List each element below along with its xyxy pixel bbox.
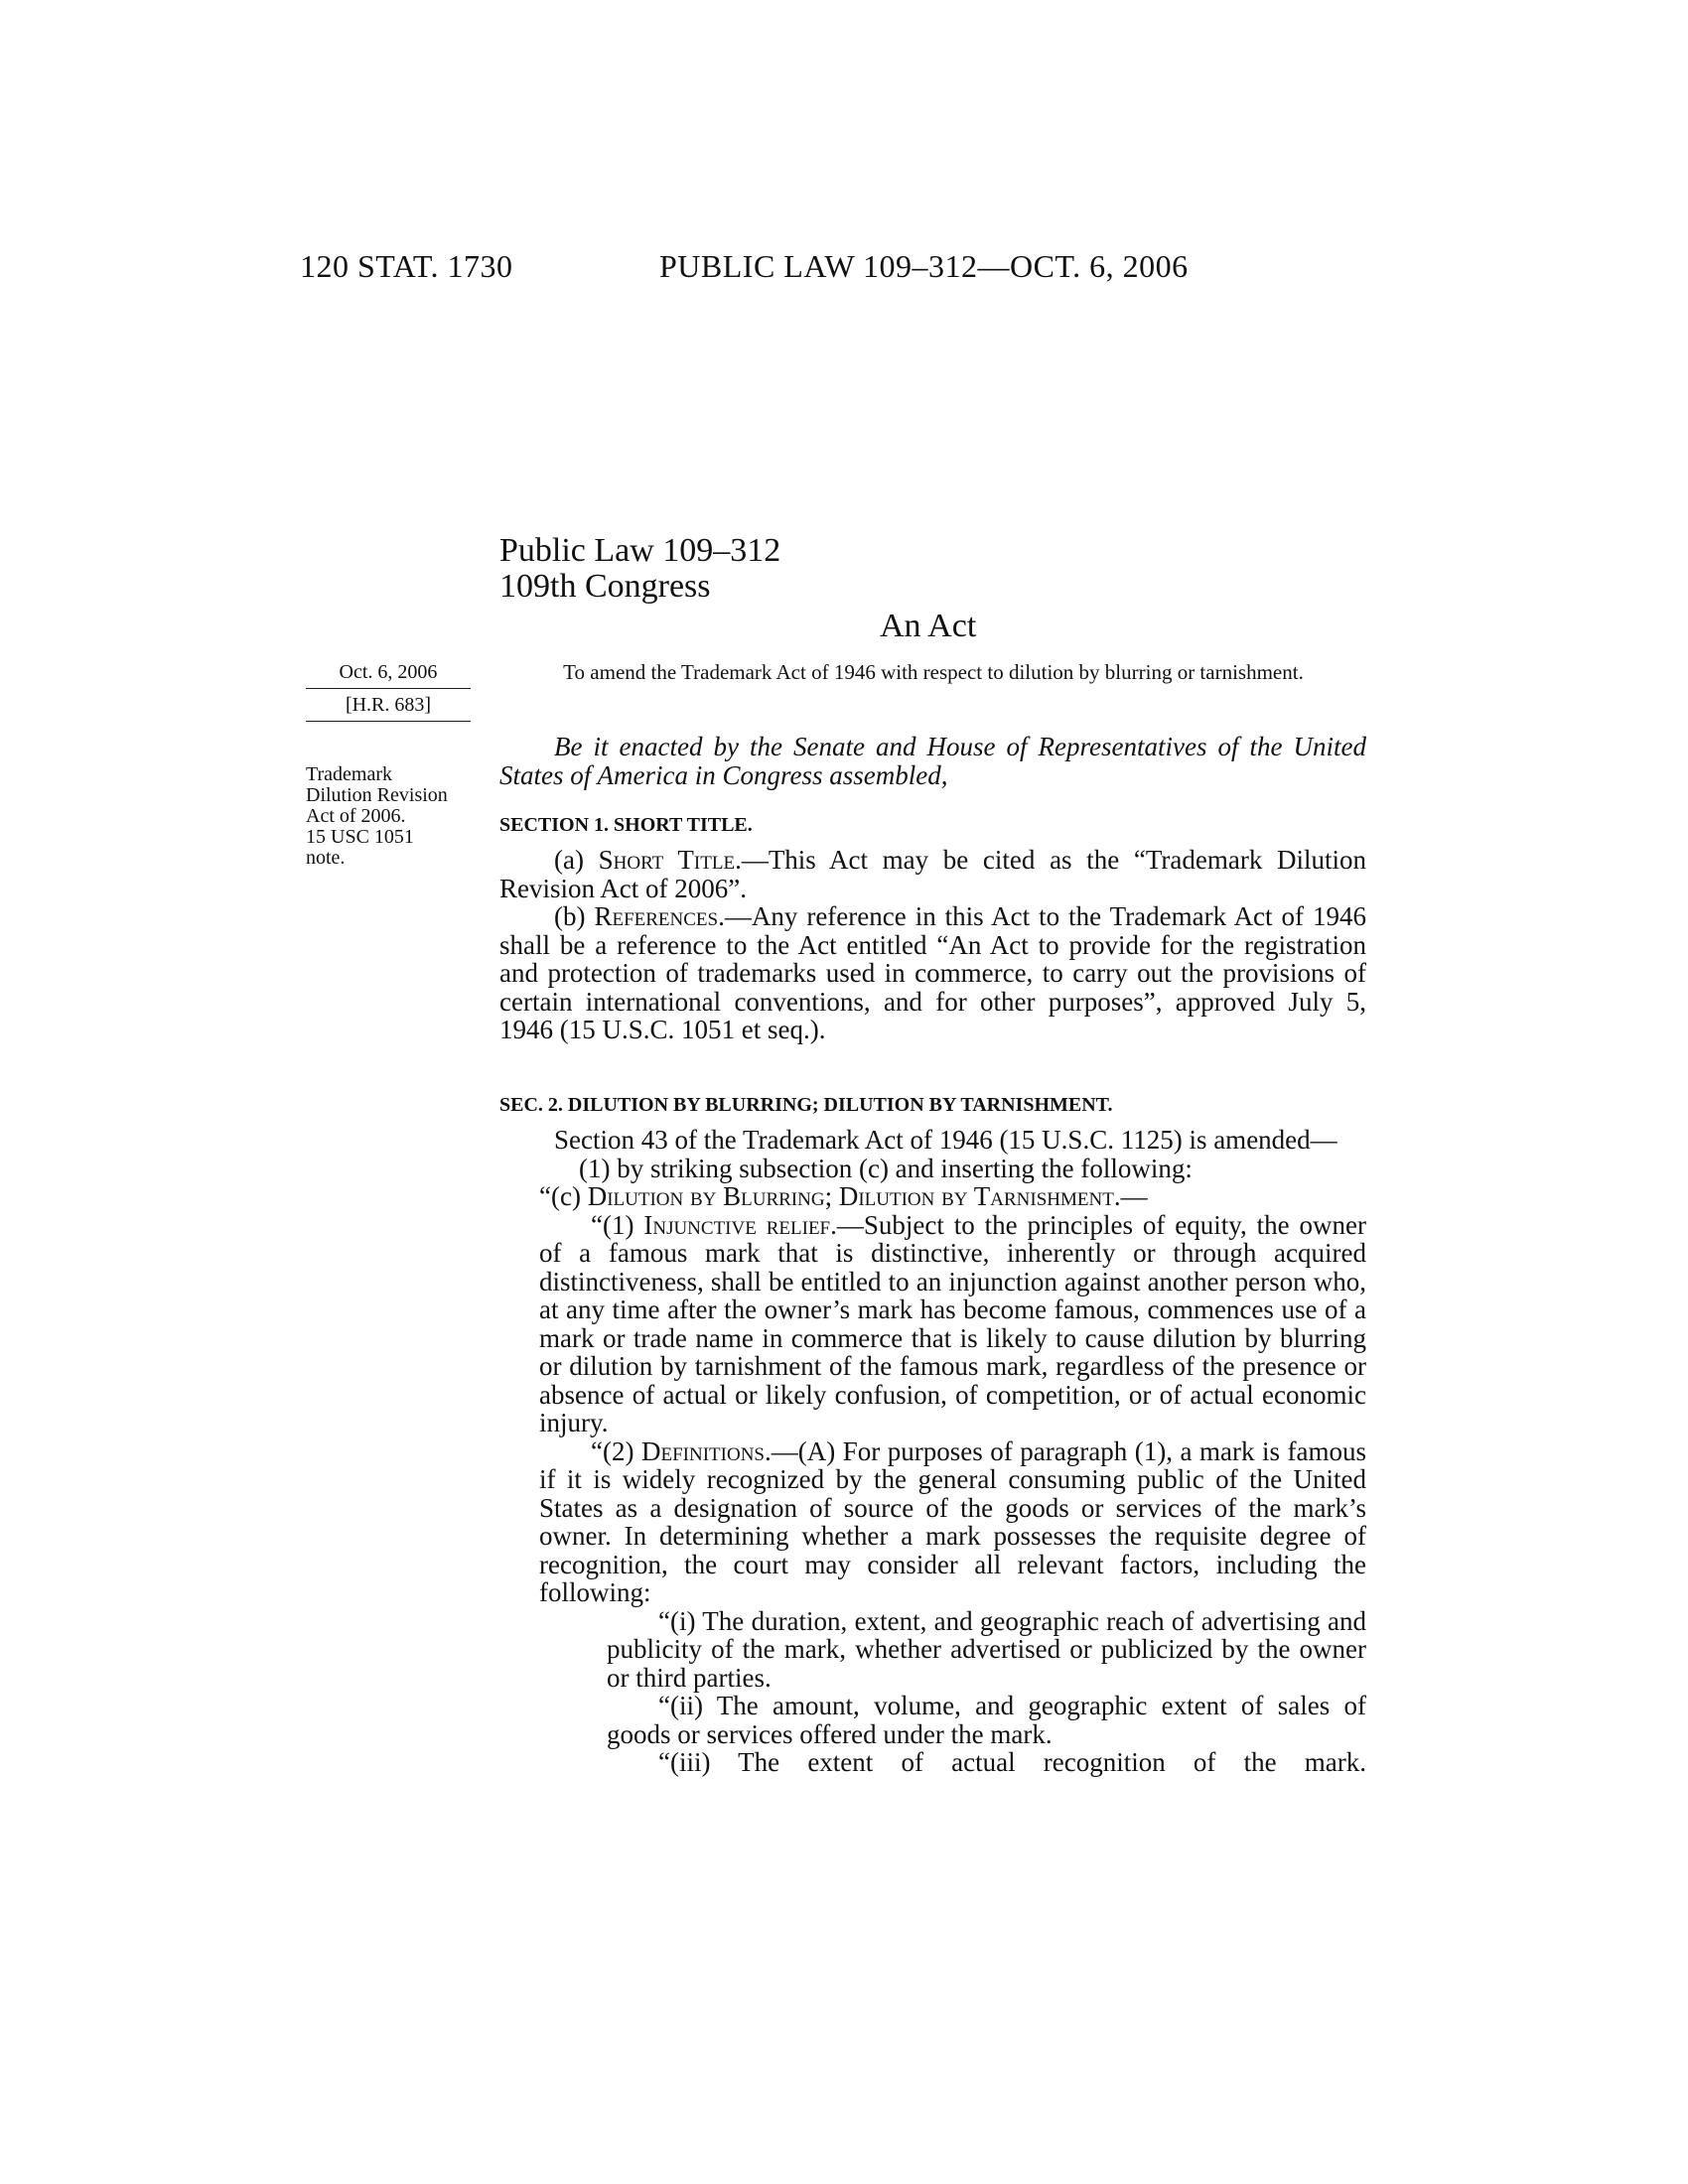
paragraph-1-text: .—Subject to the principles of equity, the owner of a famous mark that is distinctive, inherently or through acquired distinctiveness, shall be entitled to an injunction against another person who, at any time after the owner’s mark has become famous, commences use of a mark or trade name in commerce that is likely to cause dilution by blurring or dilution by tarnishment of the famous mark, regardless of the presence or absence of actual or likely confusion, of competition, or of actual economic injury. xyxy=(539,1209,1366,1437)
margin-bill-number: [H.R. 683] xyxy=(345,694,432,716)
enacting-clause: Be it enacted by the Senate and House of Representatives of the United States of America in Congress assembled, xyxy=(499,732,1366,790)
margin-divider xyxy=(306,721,471,722)
factor-iii: “(iii) The extent of actual recognition of the mark. xyxy=(658,1747,1366,1777)
congress-title: 109th Congress xyxy=(499,568,711,605)
section-2-heading: SEC. 2. DILUTION BY BLURRING; DILUTION BY TARNISHMENT. xyxy=(499,1094,1113,1116)
page-number: 120 STAT. 1730 xyxy=(300,248,513,284)
subsection-c-heading xyxy=(499,1182,1366,1211)
subsection-c-lead: “(c) xyxy=(539,1181,588,1211)
paragraph-2-caption: Definitions xyxy=(641,1435,765,1466)
subsection-b-text: .—Any reference in this Act to the Trademark Act of 1946 shall be a reference to the Act entitled “An Act to provide for the registration and protection of trademarks used in commerce, to carry out the provisions of certain international conventions, and for other purposes”, approved July 5, 1946 (15 U.S.C. 1051 et seq.). xyxy=(499,901,1366,1044)
subsection-c-tail: .— xyxy=(1113,1181,1148,1211)
paragraph-2-text: .—(A) For purposes of paragraph (1), a mark is famous if it is widely recognized by the general consuming public of the United States as a designation of source of the goods or services of the mark’s owner. In determining whether a mark possesses the requisite degree of recognition, the court may consider all relevant factors, including the following: xyxy=(539,1435,1367,1607)
section-2-body xyxy=(499,1126,1366,1777)
paragraph-1-lead: “(1) xyxy=(591,1209,644,1240)
an-act-heading: An Act xyxy=(880,608,977,644)
factor-ii: “(ii) The amount, volume, and geographic extent of sales of goods or services offered under the mark. xyxy=(607,1691,1366,1749)
margin-note-line: Trademark xyxy=(306,763,393,785)
paragraph-2 xyxy=(499,1437,1366,1607)
subsection-b-caption: References xyxy=(594,901,719,931)
amendment-item-1: (1) by striking subsection (c) and inserting the following: xyxy=(579,1153,1193,1183)
subsection-c-caption: Dilution by Blurring; Dilution by Tarnishment xyxy=(587,1181,1114,1211)
subsection-a-lead: (a) xyxy=(554,845,599,875)
factor-i: “(i) The duration, extent, and geographic reach of advertising and publicity of the mark, whether advertised or publicized by the owner or third parties. xyxy=(607,1605,1366,1693)
paragraph-2-lead: “(2) xyxy=(591,1435,641,1466)
subsection-b xyxy=(499,902,1366,1044)
margin-date: Oct. 6, 2006 xyxy=(339,661,438,683)
public-law-title: Public Law 109–312 xyxy=(499,532,781,569)
section-1-heading: SECTION 1. SHORT TITLE. xyxy=(499,814,753,836)
margin-divider xyxy=(306,688,471,689)
paragraph-1-caption: Injunctive relief xyxy=(643,1209,831,1240)
act-purpose: To amend the Trademark Act of 1946 with respect to dilution by blurring or tarnishment. xyxy=(563,660,1304,684)
section-1-body xyxy=(499,846,1366,1044)
margin-note-line: 15 USC 1051 xyxy=(306,826,414,848)
section-2-intro: Section 43 of the Trademark Act of 1946 (15 U.S.C. 1125) is amended— xyxy=(554,1125,1337,1155)
subsection-b-lead: (b) xyxy=(554,901,595,931)
margin-note-line: Act of 2006. xyxy=(306,805,406,827)
subsection-a xyxy=(499,846,1366,902)
running-head-law: PUBLIC LAW 109–312—OCT. 6, 2006 xyxy=(659,248,1189,284)
subsection-a-caption: Short Title xyxy=(598,845,736,875)
paragraph-1 xyxy=(499,1211,1366,1437)
margin-note-line: Dilution Revision xyxy=(306,784,448,806)
margin-note-line: note. xyxy=(306,847,346,869)
margin-note xyxy=(306,764,485,869)
subsection-a-text: .—This Act may be cited as the “Trademark Dilution Revision Act of 2006”. xyxy=(499,845,1367,903)
